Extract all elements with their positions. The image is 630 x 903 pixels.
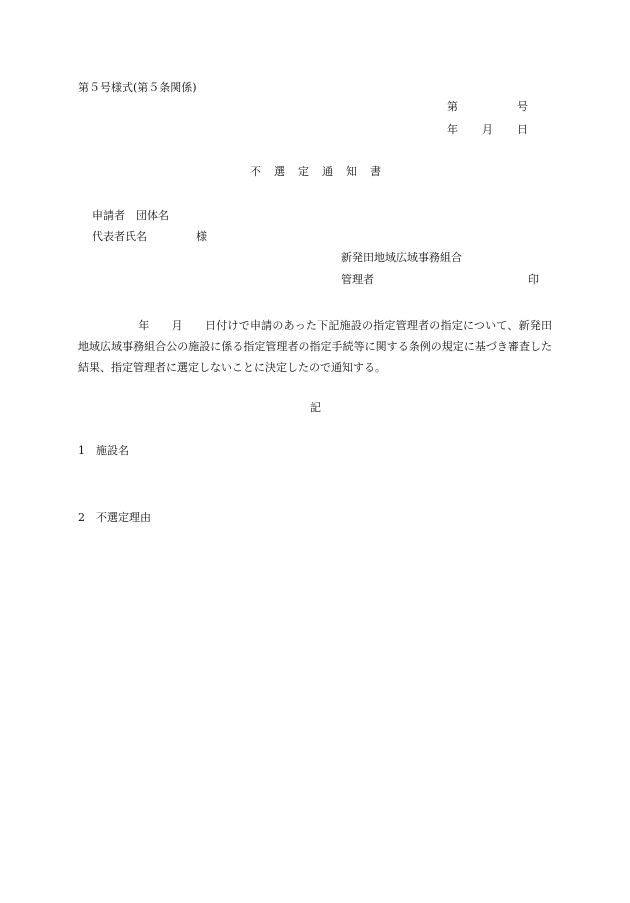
- list-item: [78, 445, 129, 456]
- body-month: 月: [171, 319, 183, 332]
- title-char: 選: [274, 165, 285, 178]
- applicant-label: 申請者 団体名: [92, 209, 169, 222]
- date-month-label: 月: [482, 123, 493, 136]
- date-year-label: 年: [447, 123, 458, 136]
- list-item: [78, 512, 151, 523]
- issuer-manager-label: 管理者: [341, 273, 374, 286]
- item-label: 不選定理由: [96, 511, 151, 524]
- date-day-label: 日: [517, 123, 528, 136]
- notice-body: [78, 315, 552, 378]
- document-title: [250, 166, 394, 177]
- title-char: 通: [322, 165, 333, 178]
- note-heading: 記: [310, 401, 321, 414]
- honorific: 様: [196, 230, 207, 243]
- title-char: 定: [298, 165, 309, 178]
- item-number: 2: [78, 511, 85, 524]
- seal-mark: 印: [528, 273, 539, 286]
- representative-label: 代表者氏名: [92, 230, 147, 243]
- title-char: 不: [250, 165, 261, 178]
- body-year: 年: [138, 319, 150, 332]
- number-prefix: 第: [447, 100, 458, 113]
- issuer-organization: 新発田地域広域事務組合: [341, 251, 462, 264]
- title-char: 書: [370, 165, 381, 178]
- item-number: 1: [78, 444, 85, 457]
- title-char: 知: [346, 165, 357, 178]
- number-suffix: 号: [517, 100, 528, 113]
- item-label: 施設名: [96, 444, 129, 457]
- body-text: 日付けで申請のあった下記施設の指定管理者の指定について、新発田地域広域事務組合公の施設に係る指定管理者の指定手続等に関する条例の規定に基づき審査した結果、指定管理者に選定しないことに決定したので通知する。: [78, 319, 553, 374]
- form-number: 第５号様式(第５条関係): [78, 81, 197, 94]
